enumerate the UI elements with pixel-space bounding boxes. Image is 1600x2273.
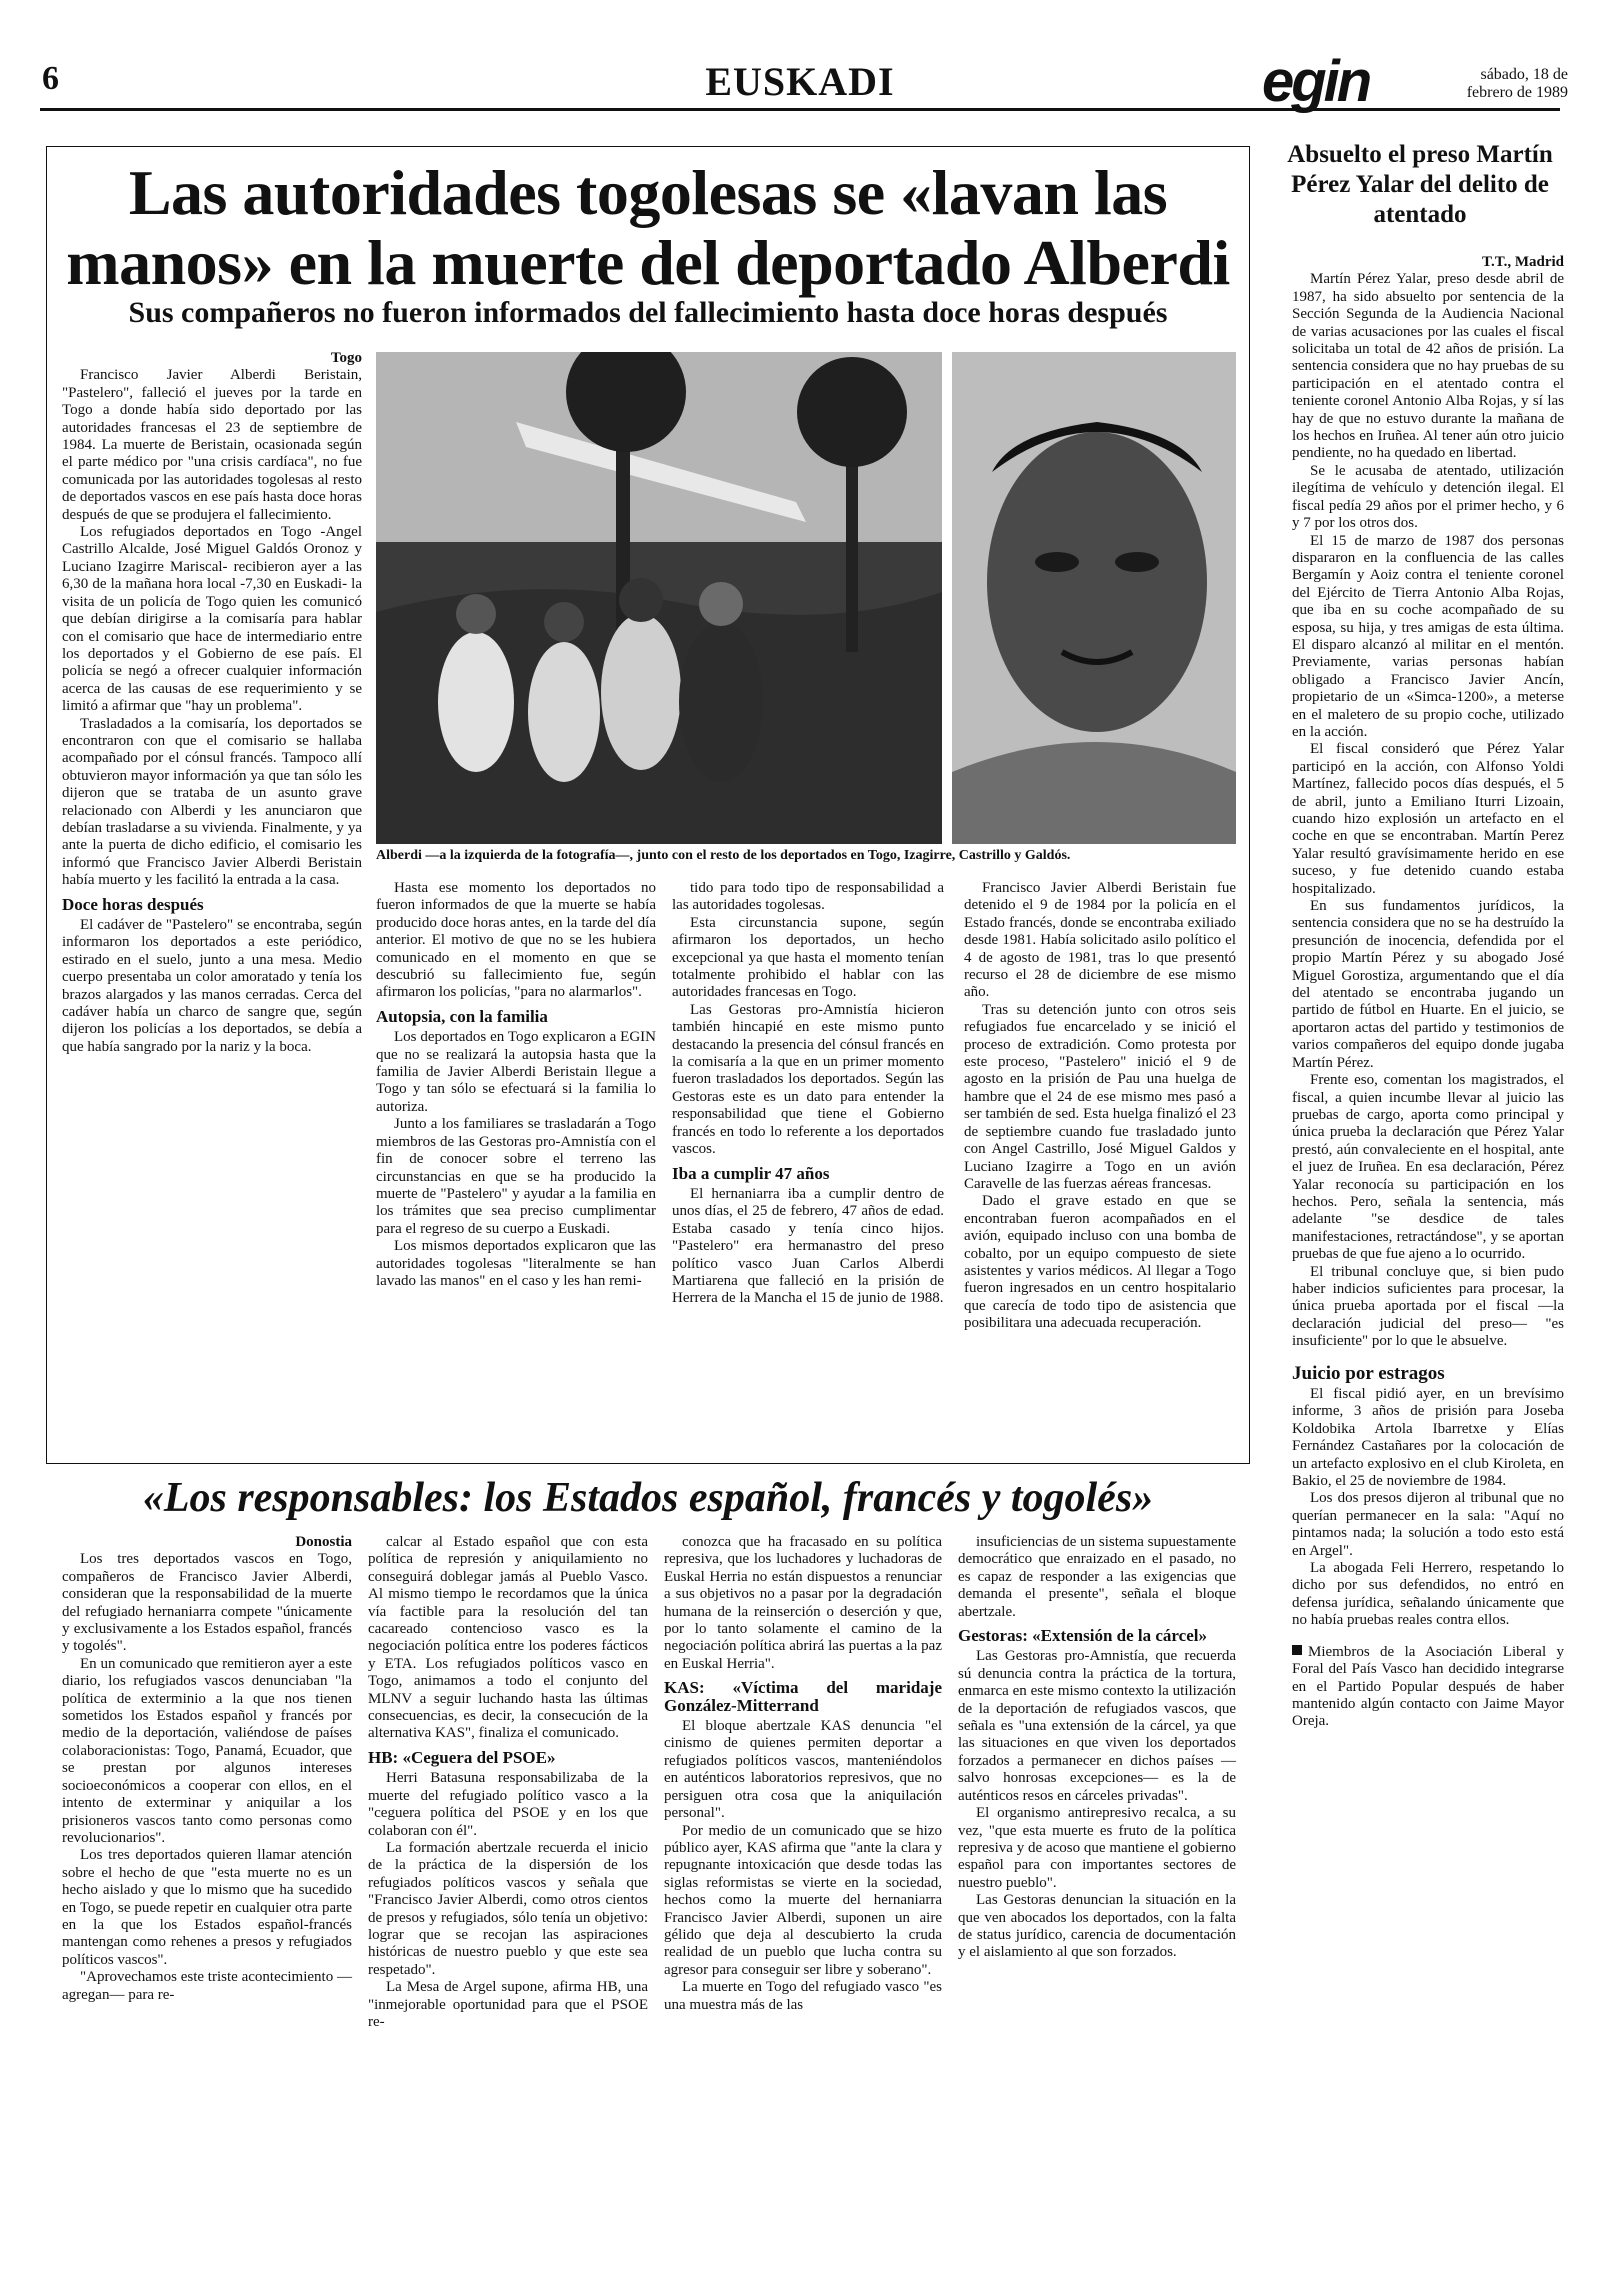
main-column-3 [672, 880, 944, 1308]
second-column-2 [368, 1534, 648, 2031]
paragraph: Tras su detención junto con otros seis refugiados fue encarcelado y se inició el proceso de extradición. Como protesta por este proceso, "Pastelero" inició el 9 de agosto en la prisión de Pau una huelga de hambre que el 24 de ese mismo mes pasó a ser también de sed. Esta huelga finalizó el 23 de septiembre cuando fue trasladado junto con Angel Castrillo, José Miguel Galdos y Luciano Izagirre a Togo en un avión Caravelle de las fuerzas aéreas francesas. [964, 1001, 1236, 1192]
masthead-rule [40, 108, 1560, 111]
bullet-icon [1292, 1645, 1302, 1655]
paragraph: El fiscal consideró que Pérez Yalar participó en la acción, con Alfonso Yoldi Martínez, fallecido pocos días después, el 5 de abril, junto a Emiliano Iturri Lizoain, cuando hizo explosión un artefacto en el coche en que se encontraban. Martín Perez Yalar resultó gravísimamente herido en ese suceso, y fue detenido cuando estaba hospitalizado. [1292, 741, 1564, 897]
paragraph: Los tres deportados vascos en Togo, compañeros de Francisco Javier Alberdi, consideran que la responsabilidad de la muerte del refugiado hernaniarra compete "únicamente y exclusivamente a los Estados español, francés y togolés". [62, 1551, 352, 1655]
paragraph: Frente eso, comentan los magistrados, el fiscal, a quien incumbe llevar al juicio las pruebas de cargo, aporta como principal y única prueba la declaración que Pérez Yalar prestó, aún convaleciente en el hospital, ante el juez de Iruñea. En esa declaración, Pérez Yalar reconocía su participación en los hechos. Pero, señala la sentencia, más adelante "se desdice de tales manifestaciones, retractándose", y se aportan pruebas de que fue ajeno a lo ocurrido. [1292, 1072, 1564, 1263]
brief-paragraph [1292, 1644, 1564, 1731]
group-photo [376, 352, 942, 844]
paragraph: Los refugiados deportados en Togo -Angel Castrillo Alcalde, José Miguel Galdós Oronoz y Luciano Izagirre Mariscal- recibieron ayer a las 6,30 de la mañana hora local -7,30 en Euskadi- la visita de un policía de Togo quien les comunicó que debían dirigirse a la comisaría para hablar con el comisario que hace de intermediario entre los deportados y el Gobierno de ese país. El policía se negó a ofrecer cualquier información acerca de las causas de ese requerimiento y se limitó a afirmar que "hay un problema". [62, 524, 362, 715]
paragraph: La abogada Feli Herrero, respetando lo dicho por sus defendidos, no entró en defensa jurídica, señalando únicamente que no había pruebas reales contra ellos. [1292, 1560, 1564, 1629]
second-column-4 [958, 1534, 1236, 1962]
main-column-2 [376, 880, 656, 1290]
paragraph: Las Gestoras pro-Amnistía hicieron también hincapié en este mismo punto destacando la presencia del cónsul francés en la comisaría a la que en un primer momento fueron trasladados los deportados. Según las Gestoras este es un dato para entender la responsabilidad que tiene el Gobierno francés en todo lo referente a los deportados vascos. [672, 1001, 944, 1158]
paragraph: El fiscal pidió ayer, en un brevísimo informe, 3 años de prisión para Joseba Koldobika Artola Ibarretxe y Elías Fernández Castañares por la colocación de un artefacto explosivo en el club Kiroleta, en Bakio, el 25 de noviembre de 1984. [1292, 1386, 1564, 1490]
paragraph: El tribunal concluye que, si bien pudo haber indicios suficientes para procesar, la única prueba aportada por el fiscal —la declaración judicial del preso— "es insuficiente" por lo que le absuelve. [1292, 1263, 1564, 1350]
paragraph: conozca que ha fracasado en su política represiva, que los luchadores y luchadoras de Euskal Herria no están dispuestos a renunciar a sus objetivos no a pasar por la degradación humana de la reinserción o deserción y que, por lo tanto solamente el camino de la negociación política abrirá las puertas a la paz en Euskal Herria". [664, 1534, 942, 1672]
portrait-photo [952, 352, 1236, 844]
second-headline: «Los responsables: los Estados español, francés y togolés» [142, 1475, 1154, 1521]
main-headline [60, 158, 1236, 298]
paragraph: El organismo antirepresivo recalca, a su vez, "que esta muerte es fruto de la política represiva y de acoso que mantiene el gobierno español para con importantes sectores de nuestro pueblo". [958, 1805, 1236, 1891]
paragraph: Junto a los familiares se trasladarán a Togo miembros de las Gestoras pro-Amnistía con el fin de conocer sobre el terreno las circunstancias en que se ha producido la muerte de "Pastelero" y ayudar a la familia en los trámites que sea preciso cumplimentar para el regreso de su cuerpo a Euskadi. [376, 1116, 656, 1237]
crosshead: Gestoras: «Extensión de la cárcel» [958, 1626, 1207, 1646]
paragraph: El 15 de marzo de 1987 dos personas dispararon en la confluencia de las calles Bergamín y Aoiz contra el teniente coronel del Ejército de Tierra Antonio Alba Rojas, que iba en su coche acompañado de su esposa, su hija, y tres amigas de esta última. El disparo alcanzó al militar en el mentón. Previamente, varias personas habían obligado a Francisco Javier Ancín, propietario de un «Simca-1200», a meterse en el maletero de su propio coche, utilizado en la acción. [1292, 532, 1564, 740]
paragraph: La formación abertzale recuerda el inicio de la práctica de la dispersión de los refugiados políticos vascos y señala que "Francisco Javier Alberdi, como otros cientos de presos y refugiados, sólo tenía un objetivo: lograr que se recojan las aspiraciones históricas de nuestro pueblo y que este sea respetado". [368, 1839, 648, 1978]
egin-logo: egin [1262, 49, 1370, 114]
paragraph: Dado el grave estado en que se encontraban fueron acompañados en el avión, equipado incluso con una bomba de cobalto, por un equipo compuesto de siete asistentes y varios médicos. Al llegar a Togo fueron ingresados en un centro hospitalario que carecía de todo tipo de asistencia que posibilitara una adecuada recuperación. [964, 1193, 1236, 1332]
paragraph: El cadáver de "Pastelero" se encontraba, según informaron los deportados a este periódico, estirado en el suelo, junto a una mesa. Medio cuerpo presentaba un color amoratado y tenía los brazos alargados y las manos cerradas. Cerca del cadáver había un charco de sangre que, según dijeron los policías a los deportados, se debía a que había sangrado por la nariz y la boca. [62, 917, 362, 1055]
section-title: EUSKADI [705, 59, 895, 104]
portrait-photo-image [952, 352, 1236, 844]
paragraph: En un comunicado que remitieron ayer a este diario, los refugiados vascos denunciaban "la política de exterminio a la que nos tienen sometidos los Estados español y francés por medio de la deportación, valiéndose de países colaboracionistas: Togo, Panamá, Ecuador, que se prestan por algunos intereses socioeconómicos a cooperar con ellos, en el intento de exterminar y aniquilar a los prisioneros vascos tanto como personas como revolucionarios". [62, 1655, 352, 1846]
paragraph: Esta circunstancia supone, según afirmaron los deportados, un hecho excepcional ya que hasta el momento tenían totalmente prohibido el hablar con las autoridades francesas en Togo. [672, 914, 944, 1001]
paragraph: Las Gestoras denuncian la situación en la que ven abocados los deportados, con la falta de status jurídico, carencia de documentación y el aislamiento al que son forzados. [958, 1892, 1236, 1961]
crosshead: Doce horas después [62, 894, 204, 914]
side-headline: Absuelto el preso Martín Pérez Yalar del delito de atentado [1287, 141, 1553, 228]
crosshead: HB: «Ceguera del PSOE» [368, 1747, 556, 1767]
date-line-2: febrero de 1989 [1466, 84, 1568, 101]
paragraph: Las Gestoras pro-Amnistía, que recuerda sú denuncia contra la práctica de la tortura, enmarca en este mismo contexto la utilización de la deportación de refugiados vascos, que señala es "una extensión de la cárcel, ya que las situaciones en que viven los deportados forzados a permanecer en dichos países —salvo honrosas excepciones— es la de auténticos resos en cárceles privadas". [958, 1648, 1236, 1804]
paragraph: La muerte en Togo del refugiado vasco "es una muestra más de las [664, 1979, 942, 2013]
headline-line-2: manos» en la muerte del deportado Alberdi [66, 227, 1230, 298]
crosshead: Iba a cumplir 47 años [672, 1163, 830, 1183]
paragraph: Francisco Javier Alberdi Beristain, "Pastelero", falleció el jueves por la tarde en Togo a donde había sido deportado por las autoridades francesas el 23 de septiembre de 1984. La muerte de Beristain, ocasionada según el parte médico por "una crisis cardíaca", no fue comunicada por las autoridades togolesas al resto de deportados vascos en ese país hasta doce horas después de que se produjera el fallecimiento. [62, 367, 362, 523]
paragraph: tido para todo tipo de responsabilidad a las autoridades togolesas. [672, 880, 944, 914]
main-column-4 [964, 880, 1236, 1333]
paragraph: Por medio de un comunicado que se hizo público ayer, KAS afirma que "ante la clara y repugnante intoxicación que desde todas las siglas reformistas se vierte en la sociedad, hechos como la muerte del hernaniarra Francisco Javier Alberdi, suponen un aire gélido que deja al descubierto la cruda realidad de un pueblo que lucha contra su agresor para conseguir ser libre y soberano". [664, 1822, 942, 1978]
crosshead: Juicio por estragos [1292, 1362, 1445, 1384]
dateline-place: Togo [330, 350, 362, 366]
paragraph: Francisco Javier Alberdi Beristain fue detenido el 9 de 1984 por la policía en el Estado francés, donde se encontraba exiliado desde 1981. Había solicitado asilo político el 4 de agosto de 1981, tras lo que presentó recurso el 28 de diciembre de ese mismo año. [964, 880, 1236, 1001]
paragraph: El hernaniarra iba a cumplir dentro de unos días, el 25 de febrero, 47 años de edad. Estaba casado y tenía cinco hijos. "Pastelero" era hermanastro del preso político vasco Juan Carlos Alberdi Martiarena que falleció en la prisión de Herrera de la Mancha el 15 de junio de 1988. [672, 1185, 944, 1307]
second-column-1 [62, 1534, 352, 2004]
paragraph: Los mismos deportados explicaron que las autoridades togolesas "literalmente se han lavado las manos" en el caso y les han remi- [376, 1238, 656, 1289]
crosshead: KAS: «Víctima del maridaje González-Mitterrand [664, 1678, 942, 1715]
paragraph: Herri Batasuna responsabilizaba de la muerte del refugiado político vasco a la "ceguera política del PSOE y en los que colaboran con él". [368, 1770, 648, 1839]
paragraph: El bloque abertzale KAS denuncia "el cinismo de quienes permiten deportar a refugiados políticos vascos, manteniéndolos en auténticos laboratorios represivos, que no persiguen otra cosa que la aniquilación personal". [664, 1718, 942, 1822]
side-byline: T.T., Madrid [1482, 254, 1564, 270]
photo-caption: Alberdi —a la izquierda de la fotografía—, junto con el resto de los deportados en Togo, Izagirre, Castrillo y Galdós. [376, 848, 1071, 863]
paragraph: Los deportados en Togo explicaron a EGIN que no se realizará la autopsia hasta que la familia de Javier Alberdi Beristain llegue a Togo y tan sólo se efectuará si la familia lo autoriza. [376, 1029, 656, 1115]
side-column [1292, 254, 1564, 1731]
paragraph: calcar al Estado español que con esta política de represión y aniquilamiento no conseguirá doblegar jamás al Pueblo Vasco. Al mismo tiempo le recordamos que la única vía factible para la resolución del tan cacareado contencioso vasco es la negociación política entre los poderes fácticos y ETA. Los refugiados políticos vasco en Togo, animamos a todo el conjunto del MLNV a seguir luchando hasta las últimas consecuencias, es decir, la consecución de la alternativa KAS", finaliza el comunicado. [368, 1534, 648, 1742]
group-photo-image [376, 352, 942, 844]
headline-line-1: Las autoridades togolesas se «lavan las [128, 157, 1168, 228]
paragraph: Hasta ese momento los deportados no fueron informados de que la muerte se había producido doce horas antes, en la tarde del día anterior. El motivo de que no se les hubiera comunicado en el momento en que se descubrió su fallecimiento fue, según afirmaron los policías, "para no alarmarlos". [376, 880, 656, 1001]
paragraph: Martín Pérez Yalar, preso desde abril de 1987, ha sido absuelto por sentencia de la Sección Segunda de la Audiencia Nacional de varias acusaciones por las cuales el fiscal solicitaba un total de 42 años de prisión. La sentencia considera que no hay pruebas de su participación en el atentado contra el teniente coronel Antonio Alba Rojas, y sí las hay de que no estuvo durante la mañana de los hechos en Iruñea. Al tener aún otro juicio pendiente, no ha quedado en libertad. [1292, 271, 1564, 462]
dateline-place: Donostia [295, 1534, 352, 1550]
paragraph: Los dos presos dijeron al tribunal que no querían permanecer en la sala: "Aquí no pintamos nada; la solución a todo esto está en Argel". [1292, 1490, 1564, 1559]
paragraph: Se le acusaba de atentado, utilización ilegítima de vehículo y detención ilegal. El fiscal pedía 29 años por el primer hecho, y 6 y 7 por los otros dos. [1292, 462, 1564, 532]
paragraph: insuficiencias de un sistema supuestamente democrático que enraizado en el pasado, no es capaz de responder a las exigencias que demanda el presente", señala el bloque abertzale. [958, 1534, 1236, 1620]
paragraph: Trasladados a la comisaría, los deportados se encontraron con que el comisario se hallaba acompañado por el cónsul francés. Tampoco allí obtuvieron mayor información ya que tan sólo les dijeron que se trataba de un asunto grave relacionado con Alberdi y les anunciaron que debían trasladarse a su vivienda. Finalmente, y ya ante la puerta de dicho edificio, el comisario les informó que Francisco Javier Alberdi Beristain había muerto y les facilitó la entrada a la casa. [62, 715, 362, 889]
main-subheadline: Sus compañeros no fueron informados del fallecimiento hasta doce horas después [128, 296, 1168, 329]
date-line-1: sábado, 18 de [1480, 66, 1568, 83]
main-column-1 [62, 350, 362, 1056]
second-column-3 [664, 1534, 942, 2014]
paragraph: Los tres deportados quieren llamar atención sobre el hecho de que "esta muerte no es un hecho aislado y que lo mismo que ha sucedido en Togo, se puede repetir en cualquier otra parte en la que los Estados español-francés mantengan como rehenes a presos y refugiados políticos vascos". [62, 1847, 352, 1968]
crosshead: Autopsia, con la familia [376, 1006, 548, 1026]
paragraph: "Aprovechamos este triste acontecimiento —agregan— para re- [62, 1969, 352, 2003]
issue-date [1438, 66, 1568, 102]
brief-text: Miembros de la Asociación Liberal y Foral del País Vasco han decidido integrarse en el Partido Popular después de haber mantenido algún contacto con Jaime Mayor Oreja. [1292, 1643, 1564, 1730]
page-number: 6 [42, 60, 59, 97]
paragraph: En sus fundamentos jurídicos, la sentencia considera que no se ha destruído la presunción de inocencia, defendida por el propio Martín Pérez y su abogado José Miguel Gorostiza, argumentando que el día del atentado se encontraba jugando un partido de fútbol en Huarte. En el juicio, se aportaron actas del partido y testimonios de varios compañeros del equipo donde jugaba Martín Pérez. [1292, 898, 1564, 1071]
paragraph: La Mesa de Argel supone, afirma HB, una "inmejorable oportunidad para que el PSOE re- [368, 1979, 648, 2030]
